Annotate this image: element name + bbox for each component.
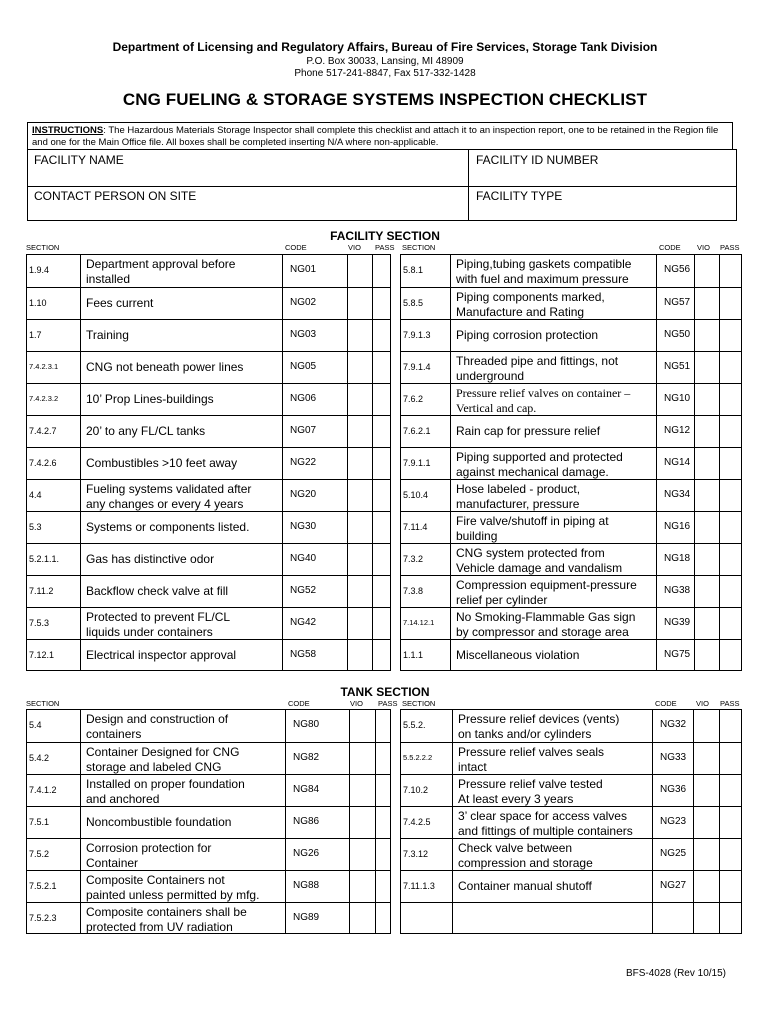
requirement-text: Backflow check valve at fill xyxy=(86,584,229,598)
section-number: 7.4.2.7 xyxy=(29,426,57,436)
requirement-code: NG52 xyxy=(290,585,317,596)
table-row xyxy=(27,806,390,838)
requirement-code: NG26 xyxy=(293,848,320,859)
agency-phone: Phone 517-241-8847, Fax 517-332-1428 xyxy=(294,68,476,79)
violation-checkbox[interactable] xyxy=(349,839,375,871)
requirement-code: NG89 xyxy=(293,912,320,923)
section-number: 7.11.1.3 xyxy=(403,881,435,891)
violation-checkbox[interactable] xyxy=(347,512,372,544)
pass-checkbox[interactable] xyxy=(719,320,743,352)
violation-checkbox[interactable] xyxy=(693,710,719,742)
requirement-text: 10’ Prop Lines-buildings xyxy=(86,392,214,406)
table-row xyxy=(27,838,390,870)
section-number: 5.2.1.1. xyxy=(29,554,60,564)
page-title: CNG FUELING & STORAGE SYSTEMS INSPECTION CHECKLIST xyxy=(122,90,648,109)
pass-checkbox[interactable] xyxy=(719,448,743,480)
pass-checkbox[interactable] xyxy=(372,288,392,320)
requirement-code: NG86 xyxy=(293,816,320,827)
requirement-code: NG20 xyxy=(290,489,317,500)
violation-checkbox[interactable] xyxy=(693,871,719,903)
violation-checkbox[interactable] xyxy=(693,807,719,839)
instructions-label: INSTRUCTIONS xyxy=(32,125,104,136)
violation-checkbox[interactable] xyxy=(694,640,719,672)
tank-section-title: TANK SECTION xyxy=(340,685,430,699)
section-number: 7.6.2.1 xyxy=(403,426,431,436)
violation-checkbox[interactable] xyxy=(347,255,372,287)
violation-checkbox[interactable] xyxy=(349,807,375,839)
table-row xyxy=(27,774,390,806)
table-row xyxy=(27,607,390,639)
table-row xyxy=(401,255,741,287)
violation-checkbox[interactable] xyxy=(694,608,719,640)
requirement-text: CNG not beneath power lines xyxy=(86,360,244,374)
requirement-text: Systems or components listed. xyxy=(86,520,250,534)
pass-checkbox[interactable] xyxy=(372,576,392,608)
table-row xyxy=(27,902,390,934)
table-row xyxy=(401,902,741,934)
table-row xyxy=(401,806,741,838)
requirement-text: Composite containers shall be protected from UV radiation xyxy=(86,905,247,934)
violation-checkbox[interactable] xyxy=(347,576,372,608)
requirement-text: Noncombustible foundation xyxy=(86,815,232,829)
facility-section-title: FACILITY SECTION xyxy=(330,229,440,243)
requirement-text: Training xyxy=(86,328,129,342)
section-number: 7.12.1 xyxy=(29,650,55,660)
requirement-text: Department approval before installed xyxy=(86,257,236,286)
requirement-code: NG56 xyxy=(664,264,691,275)
requirement-code: NG75 xyxy=(664,649,691,660)
requirement-text: Fire valve/shutoff in piping at building xyxy=(456,514,609,543)
facility-left-vio-header: VIO xyxy=(348,243,361,252)
table-row xyxy=(401,351,741,383)
requirement-code: NG58 xyxy=(290,649,317,660)
section-number: 1.7 xyxy=(29,330,42,340)
section-number: 5.5.2.2.2 xyxy=(403,753,433,762)
requirement-text: Pressure relief devices (vents) on tanks and/or cylinders xyxy=(458,712,620,741)
requirement-code: NG32 xyxy=(660,719,687,730)
pass-checkbox[interactable] xyxy=(719,512,743,544)
violation-checkbox[interactable] xyxy=(347,544,372,576)
table-row xyxy=(401,607,741,639)
section-number: 7.3.2 xyxy=(403,554,424,564)
requirement-text: No Smoking-Flammable Gas sign by compressor and storage area xyxy=(456,610,636,639)
table-row xyxy=(27,870,390,902)
table-row xyxy=(27,287,390,319)
facility-right-vio-header: VIO xyxy=(697,243,710,252)
pass-checkbox[interactable] xyxy=(719,775,743,807)
violation-checkbox[interactable] xyxy=(694,352,719,384)
section-number: 5.10.4 xyxy=(403,490,429,500)
requirement-code: NG07 xyxy=(290,425,317,436)
requirement-code: NG30 xyxy=(290,521,317,532)
violation-checkbox[interactable] xyxy=(347,288,372,320)
table-row xyxy=(27,415,390,447)
requirement-code: NG40 xyxy=(290,553,317,564)
table-row xyxy=(27,511,390,543)
instructions-text: : The Hazardous Materials Storage Inspector shall complete this checklist and attach it to an inspection report, one to be retained in the Region file and one for the Main Office file. All boxes shall be completed inserting N/A where non-applicable. xyxy=(32,125,719,148)
section-number: 7.9.1.4 xyxy=(403,362,431,372)
violation-checkbox[interactable] xyxy=(349,710,375,742)
section-number: 5.8.5 xyxy=(403,298,424,308)
pass-checkbox[interactable] xyxy=(719,352,743,384)
requirement-code: NG25 xyxy=(660,848,687,859)
table-row xyxy=(401,479,741,511)
facility-right-section-header: SECTION xyxy=(402,243,436,252)
pass-checkbox[interactable] xyxy=(719,480,743,512)
table-row xyxy=(401,742,741,774)
pass-checkbox[interactable] xyxy=(375,871,392,903)
tank-left-section-header: SECTION xyxy=(26,699,60,708)
facility-left-section-header: SECTION xyxy=(26,243,60,252)
violation-checkbox[interactable] xyxy=(347,416,372,448)
requirement-text: Pressure relief valves seals intact xyxy=(458,745,605,774)
agency-header: Department of Licensing and Regulatory Affairs, Bureau of Fire Services, Storage Tank Division xyxy=(112,40,658,54)
violation-checkbox[interactable] xyxy=(347,640,372,672)
facility-type-field[interactable]: FACILITY TYPE xyxy=(476,189,563,203)
table-row xyxy=(401,710,741,742)
table-row xyxy=(401,774,741,806)
pass-checkbox[interactable] xyxy=(372,384,392,416)
requirement-text: CNG system protected from Vehicle damage and vandalism xyxy=(456,546,623,575)
section-number: 7.11.2 xyxy=(29,586,54,596)
tank-right-grid xyxy=(400,709,742,934)
requirement-text: Pressure relief valves on container – Vertical and cap. xyxy=(456,386,631,415)
form-number: BFS-4028 (Rev 10/15) xyxy=(625,968,726,979)
pass-checkbox[interactable] xyxy=(719,871,743,903)
tank-left-grid xyxy=(26,709,391,934)
requirement-text: Threaded pipe and fittings, not underground xyxy=(456,354,619,383)
table-row xyxy=(401,447,741,479)
pass-checkbox[interactable] xyxy=(372,544,392,576)
pass-checkbox[interactable] xyxy=(375,775,392,807)
section-number: 5.3 xyxy=(29,522,42,532)
section-number: 1.9.4 xyxy=(29,265,50,275)
requirement-text: Piping,tubing gaskets compatible with fuel and maximum pressure xyxy=(456,257,632,286)
pass-checkbox[interactable] xyxy=(372,255,392,287)
requirement-text: Corrosion protection for Container xyxy=(86,841,212,870)
violation-checkbox[interactable] xyxy=(693,903,719,935)
requirement-code: NG27 xyxy=(660,880,687,891)
pass-checkbox[interactable] xyxy=(375,839,392,871)
section-number: 5.4 xyxy=(29,720,42,730)
requirement-code: NG23 xyxy=(660,816,687,827)
violation-checkbox[interactable] xyxy=(349,871,375,903)
table-row xyxy=(401,383,741,415)
pass-checkbox[interactable] xyxy=(719,743,743,775)
requirement-code: NG10 xyxy=(664,393,691,404)
table-row xyxy=(27,383,390,415)
section-number: 7.5.2.3 xyxy=(29,913,57,923)
tank-right-code-header: CODE xyxy=(655,699,677,708)
facility-right-grid xyxy=(400,254,742,671)
pass-checkbox[interactable] xyxy=(375,807,392,839)
table-row xyxy=(401,639,741,671)
table-row xyxy=(27,447,390,479)
section-number: 7.9.1.3 xyxy=(403,330,431,340)
section-number: 7.5.2.1 xyxy=(29,881,57,891)
requirement-code: NG03 xyxy=(290,329,317,340)
violation-checkbox[interactable] xyxy=(349,743,375,775)
section-number: 5.4.2 xyxy=(29,753,50,763)
table-row xyxy=(27,543,390,575)
pass-checkbox[interactable] xyxy=(719,416,743,448)
section-number: 7.9.1.1 xyxy=(403,458,431,468)
pass-checkbox[interactable] xyxy=(719,576,743,608)
section-number: 7.10.2 xyxy=(403,785,429,795)
violation-checkbox[interactable] xyxy=(694,544,719,576)
requirement-text: 3’ clear space for access valves and fittings of multiple containers xyxy=(458,809,633,838)
table-row xyxy=(27,319,390,351)
violation-checkbox[interactable] xyxy=(693,839,719,871)
pass-checkbox[interactable] xyxy=(375,903,392,935)
requirement-text: Hose labeled - product, manufacturer, pressure xyxy=(456,482,581,511)
requirement-code: NG12 xyxy=(664,425,691,436)
table-row xyxy=(401,575,741,607)
section-number: 7.3.8 xyxy=(403,586,424,596)
requirement-code: NG36 xyxy=(660,784,687,795)
requirement-text: Fees current xyxy=(86,296,154,310)
section-number: 7.4.2.3.1 xyxy=(29,362,59,371)
pass-checkbox[interactable] xyxy=(719,255,743,287)
requirement-code: NG88 xyxy=(293,880,320,891)
section-number: 7.5.2 xyxy=(29,849,50,859)
requirement-text: Electrical inspector approval xyxy=(86,648,237,662)
requirement-text: Installed on proper foundation and anchored xyxy=(86,777,245,806)
table-row xyxy=(27,639,390,671)
table-row xyxy=(401,319,741,351)
facility-right-pass-header: PASS xyxy=(720,243,740,252)
pass-checkbox[interactable] xyxy=(719,608,743,640)
violation-checkbox[interactable] xyxy=(349,775,375,807)
requirement-code: NG50 xyxy=(664,329,691,340)
pass-checkbox[interactable] xyxy=(372,480,392,512)
pass-checkbox[interactable] xyxy=(719,710,743,742)
section-number: 7.4.2.3.2 xyxy=(29,394,59,403)
table-row xyxy=(27,742,390,774)
section-number: 5.5.2. xyxy=(403,720,426,730)
section-number: 7.11.4 xyxy=(403,522,428,532)
facility-name-field[interactable]: FACILITY NAME xyxy=(34,153,124,167)
pass-checkbox[interactable] xyxy=(372,320,392,352)
violation-checkbox[interactable] xyxy=(694,512,719,544)
requirement-text: Check valve between compression and storage xyxy=(458,841,593,870)
violation-checkbox[interactable] xyxy=(694,384,719,416)
violation-checkbox[interactable] xyxy=(347,448,372,480)
violation-checkbox[interactable] xyxy=(694,320,719,352)
section-number: 7.6.2 xyxy=(403,394,424,404)
requirement-text: 20’ to any FL/CL tanks xyxy=(86,424,206,438)
violation-checkbox[interactable] xyxy=(347,480,372,512)
requirement-text: Composite Containers not painted unless permitted by mfg. xyxy=(86,873,260,902)
violation-checkbox[interactable] xyxy=(694,448,719,480)
table-row xyxy=(401,287,741,319)
table-row xyxy=(27,710,390,742)
tank-right-vio-header: VIO xyxy=(696,699,709,708)
requirement-text: Rain cap for pressure relief xyxy=(456,424,601,438)
requirement-code: NG05 xyxy=(290,361,317,372)
violation-checkbox[interactable] xyxy=(693,775,719,807)
table-row xyxy=(401,415,741,447)
pass-checkbox[interactable] xyxy=(719,903,743,935)
pass-checkbox[interactable] xyxy=(372,640,392,672)
table-row xyxy=(401,838,741,870)
table-row xyxy=(401,870,741,902)
pass-checkbox[interactable] xyxy=(719,640,743,672)
section-number: 7.4.1.2 xyxy=(29,785,57,795)
requirement-code: NG06 xyxy=(290,393,317,404)
section-number: 7.14.12.1 xyxy=(403,618,435,627)
table-row xyxy=(401,511,741,543)
requirement-code: NG39 xyxy=(664,617,691,628)
requirement-code: NG34 xyxy=(664,489,691,500)
requirement-text: Combustibles >10 feet away xyxy=(86,456,238,470)
tank-right-pass-header: PASS xyxy=(720,699,740,708)
requirement-code: NG33 xyxy=(660,752,687,763)
requirement-code: NG16 xyxy=(664,521,691,532)
section-number: 7.5.3 xyxy=(29,618,50,628)
requirement-text: Miscellaneous violation xyxy=(456,648,580,662)
pass-checkbox[interactable] xyxy=(719,544,743,576)
facility-right-code-header: CODE xyxy=(659,243,681,252)
agency-address: P.O. Box 30033, Lansing, MI 48909 xyxy=(306,56,464,67)
requirement-text: Compression equipment-pressure relief per cylinder xyxy=(456,578,637,607)
requirement-code: NG38 xyxy=(664,585,691,596)
requirement-code: NG80 xyxy=(293,719,320,730)
section-number: 1.1.1 xyxy=(403,650,424,660)
requirement-text: Piping supported and protected against mechanical damage. xyxy=(456,450,623,479)
requirement-text: Container Designed for CNG storage and labeled CNG xyxy=(86,745,240,774)
section-number: 7.4.2.5 xyxy=(403,817,431,827)
section-number: 5.8.1 xyxy=(403,265,424,275)
requirement-code: NG42 xyxy=(290,617,317,628)
section-number: 7.3.12 xyxy=(403,849,429,859)
pass-checkbox[interactable] xyxy=(372,352,392,384)
facility-info-box xyxy=(27,149,737,221)
section-number: 7.5.1 xyxy=(29,817,50,827)
tank-left-code-header: CODE xyxy=(288,699,310,708)
pass-checkbox[interactable] xyxy=(372,608,392,640)
requirement-code: NG01 xyxy=(290,264,317,275)
violation-checkbox[interactable] xyxy=(347,352,372,384)
requirement-text: Piping corrosion protection xyxy=(456,328,599,342)
requirement-code: NG18 xyxy=(664,553,691,564)
violation-checkbox[interactable] xyxy=(347,608,372,640)
facility-left-grid xyxy=(26,254,391,671)
table-row xyxy=(401,543,741,575)
section-number: 4.4 xyxy=(29,490,42,500)
pass-checkbox[interactable] xyxy=(372,512,392,544)
requirement-text: Design and construction of containers xyxy=(86,712,229,741)
table-row xyxy=(27,255,390,287)
requirement-code: NG82 xyxy=(293,752,320,763)
requirement-text: Pressure relief valve tested At least every 3 years xyxy=(458,777,603,806)
pass-checkbox[interactable] xyxy=(719,384,743,416)
tank-left-vio-header: VIO xyxy=(350,699,363,708)
requirement-text: Container manual shutoff xyxy=(458,879,592,893)
violation-checkbox[interactable] xyxy=(347,320,372,352)
section-number: 1.10 xyxy=(29,298,47,308)
pass-checkbox[interactable] xyxy=(719,288,743,320)
violation-checkbox[interactable] xyxy=(693,743,719,775)
requirement-code: NG22 xyxy=(290,457,317,468)
violation-checkbox[interactable] xyxy=(694,576,719,608)
table-row xyxy=(27,575,390,607)
table-row xyxy=(27,479,390,511)
section-number: 7.4.2.6 xyxy=(29,458,57,468)
violation-checkbox[interactable] xyxy=(694,416,719,448)
contact-person-field[interactable]: CONTACT PERSON ON SITE xyxy=(34,189,197,203)
table-row xyxy=(27,351,390,383)
requirement-text: Protected to prevent FL/CL liquids under containers xyxy=(86,610,231,639)
pass-checkbox[interactable] xyxy=(372,448,392,480)
pass-checkbox[interactable] xyxy=(719,807,743,839)
violation-checkbox[interactable] xyxy=(694,288,719,320)
instructions-box xyxy=(27,122,733,150)
requirement-text: Piping components marked, Manufacture and Rating xyxy=(456,290,605,319)
facility-left-pass-header: PASS xyxy=(375,243,395,252)
pass-checkbox[interactable] xyxy=(375,710,392,742)
facility-left-code-header: CODE xyxy=(285,243,307,252)
requirement-code: NG02 xyxy=(290,297,317,308)
violation-checkbox[interactable] xyxy=(694,255,719,287)
violation-checkbox[interactable] xyxy=(347,384,372,416)
requirement-code: NG57 xyxy=(664,297,691,308)
requirement-code: NG84 xyxy=(293,784,320,795)
requirement-text: Fueling systems validated after any changes or every 4 years xyxy=(86,482,252,511)
requirement-code: NG51 xyxy=(664,361,691,372)
violation-checkbox[interactable] xyxy=(694,480,719,512)
tank-right-section-header: SECTION xyxy=(402,699,436,708)
violation-checkbox[interactable] xyxy=(349,903,375,935)
requirement-code: NG14 xyxy=(664,457,691,468)
facility-id-field[interactable]: FACILITY ID NUMBER xyxy=(476,153,599,167)
pass-checkbox[interactable] xyxy=(372,416,392,448)
requirement-text: Gas has distinctive odor xyxy=(86,552,215,566)
pass-checkbox[interactable] xyxy=(375,743,392,775)
pass-checkbox[interactable] xyxy=(719,839,743,871)
tank-left-pass-header: PASS xyxy=(378,699,398,708)
